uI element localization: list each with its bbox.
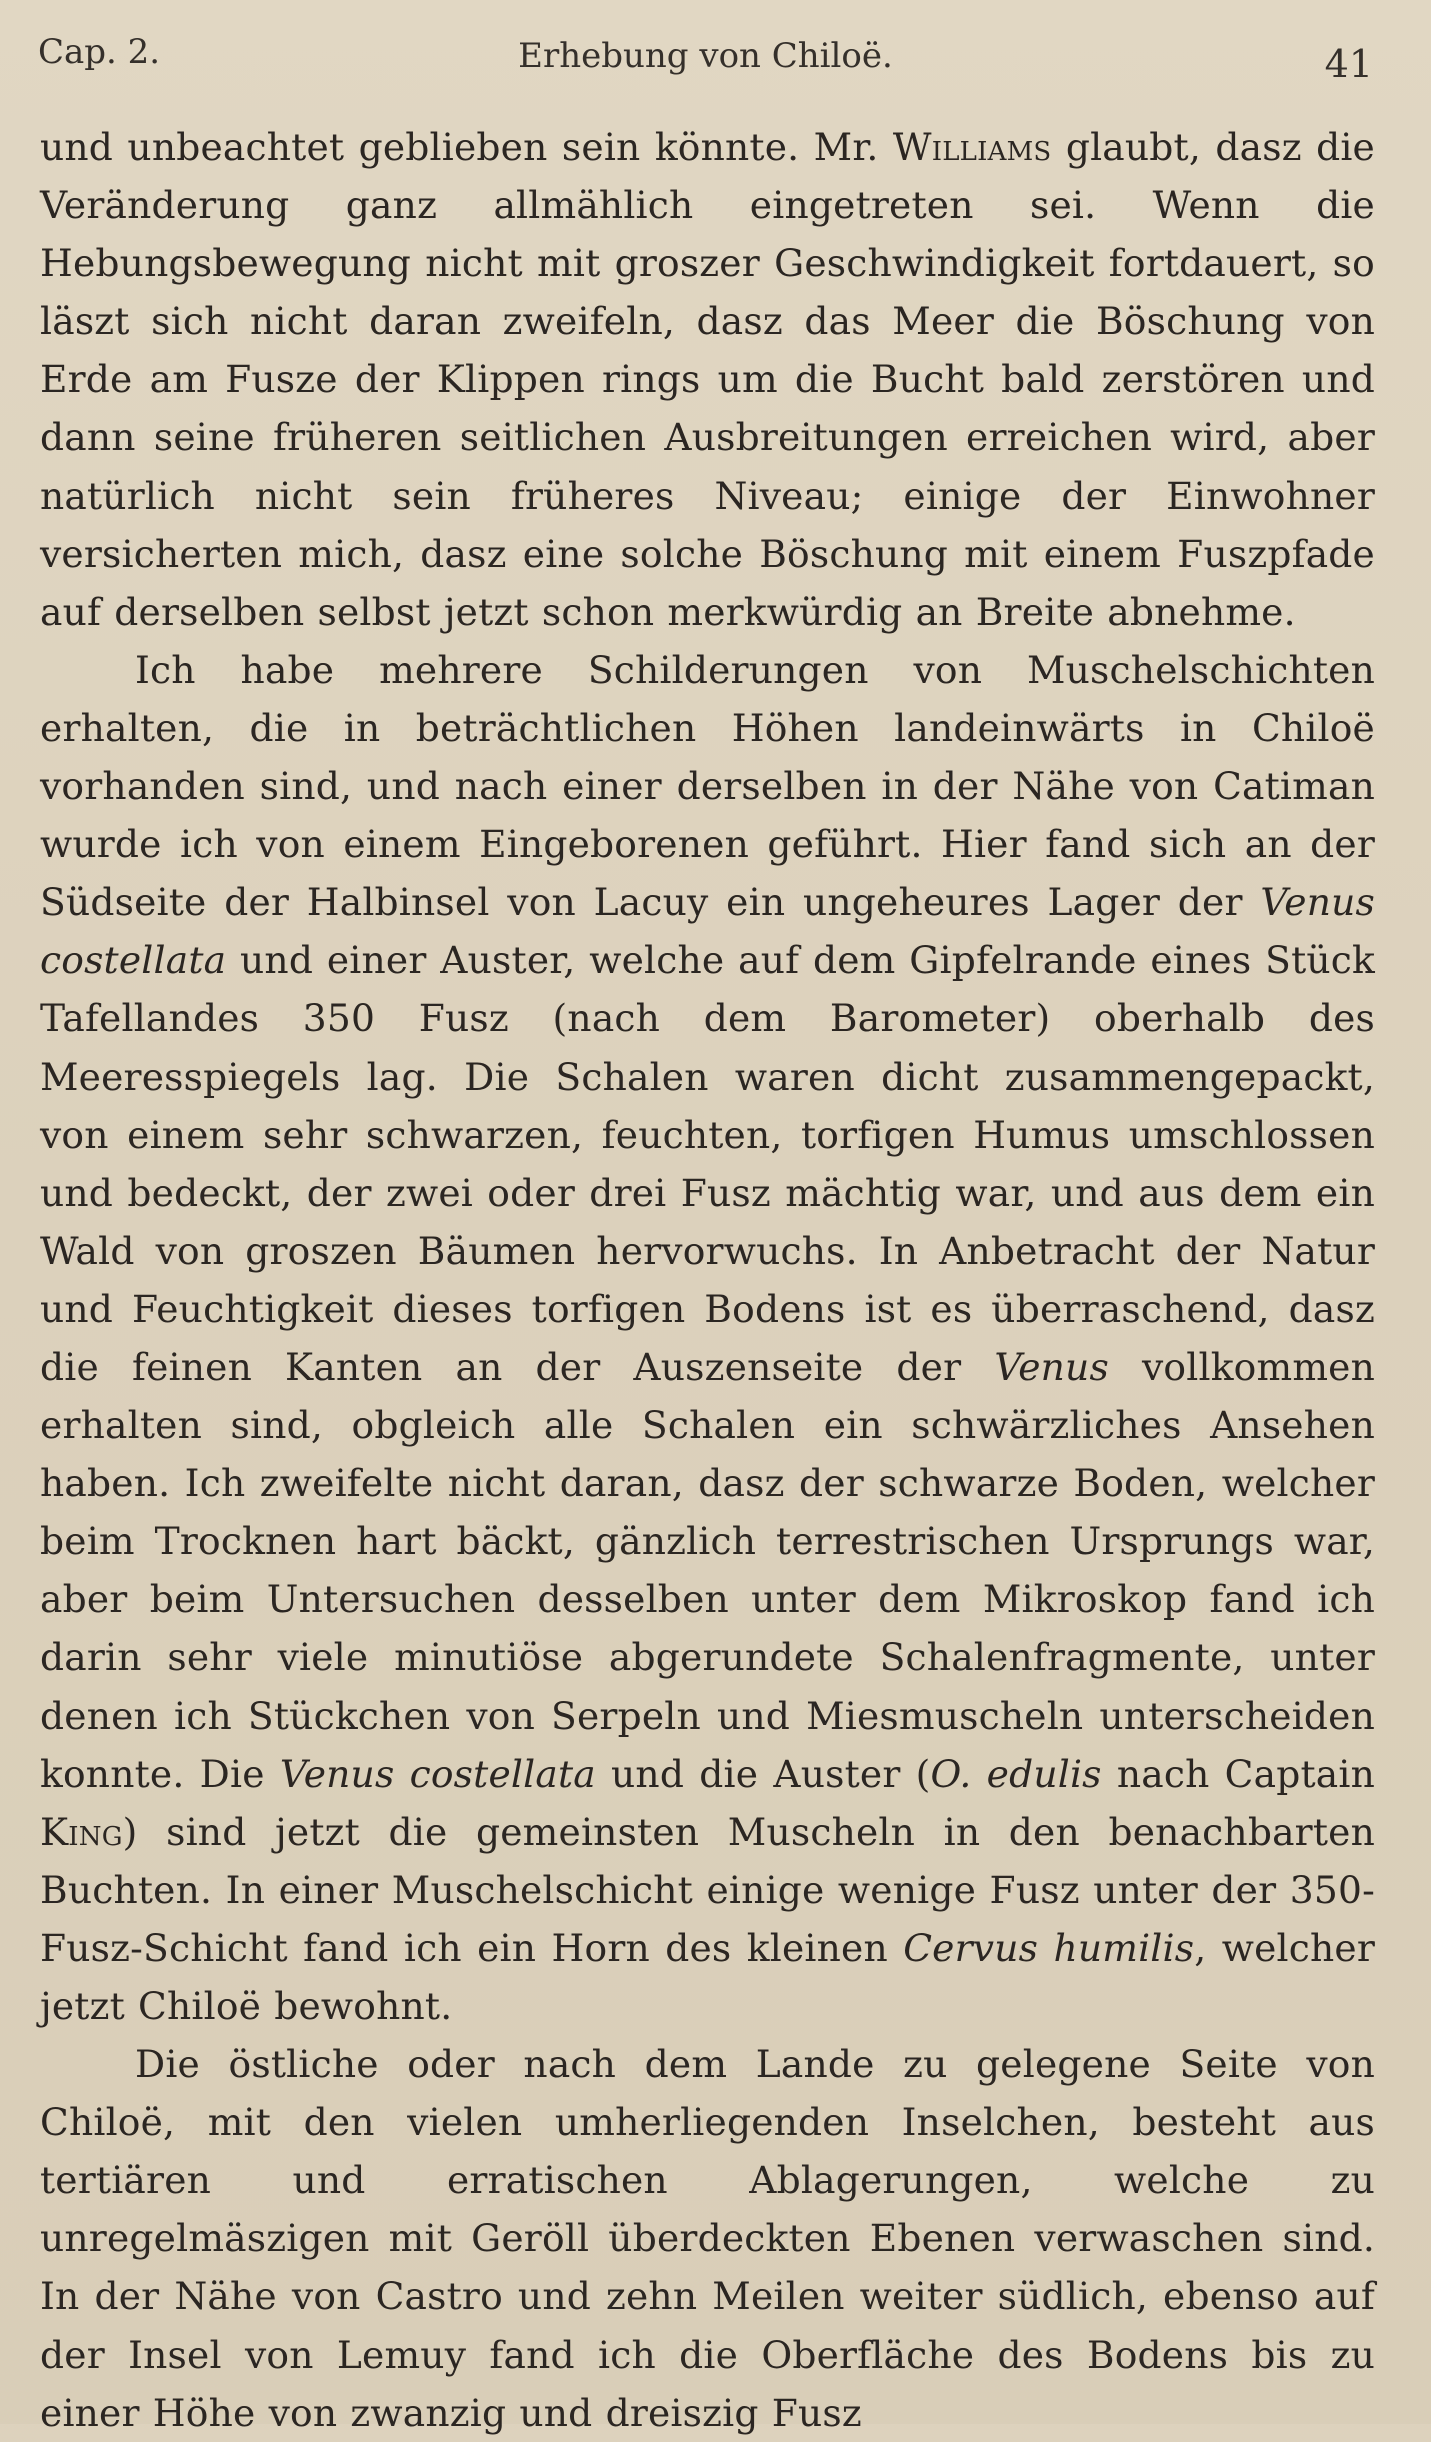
- text-run: ) sind jetzt die gemeinsten Muscheln in den benachbarten Buchten. In einer Muschelschicht einige wenige Fusz unter der 350-Fusz-Schicht fand ich ein Horn des kleinen: [40, 1809, 1375, 1970]
- text-run: vollkommen erhalten sind, obgleich alle Schalen ein schwärzliches Ansehen haben. Ich zweifelte nicht daran, dasz der schwarze Boden, welcher beim Trocknen hart bäckt, gänzlich terrestrischen Ursprungs war, aber beim Untersuchen desselben unter dem Mikroskop fand ich darin sehr viele minutiöse abgerundete Schalenfragmente, unter denen ich Stückchen von Serpeln und Miesmuscheln unterscheiden konnte. Die: [40, 1344, 1375, 1796]
- body-text: [40, 118, 1375, 2442]
- author-name-williams: Williams: [892, 125, 1052, 169]
- paragraph-2: [40, 641, 1375, 2035]
- text-run: Die östliche oder nach dem Lande zu gelegene Seite von Chiloë, mit den vielen umherliegenden Inselchen, besteht aus tertiären und erratischen Ablagerungen, welche zu unregelmäszigen mit Geröll überdeckten Ebenen verwaschen sind. In der Nähe von Castro und zehn Meilen weiter südlich, ebenso auf der Insel von Lemuy fand ich die Oberfläche des Bodens bis zu einer Höhe von zwanzig und dreiszig Fusz: [40, 2042, 1375, 2435]
- text-run: nach Captain: [1101, 1751, 1375, 1796]
- text-run: glaubt, dasz die Veränderung ganz allmählich eingetreten sei. Wenn die Hebungsbewegung nicht mit groszer Geschwindigkeit fortdauert, so läszt sich nicht daran zweifeln, dasz das Meer die Böschung von Erde am Fusze der Klippen rings um die Bucht bald zerstören und dann seine früheren seitlichen Ausbreitungen erreichen wird, aber natürlich nicht sein früheres Niveau; einige der Einwohner versicherten mich, dasz eine solche Böschung mit einem Fuszpfade auf derselben selbst jetzt schon merkwürdig an Breite abnehme.: [40, 125, 1375, 634]
- paragraph-1: [40, 118, 1375, 641]
- species-name: Venus: [994, 1344, 1109, 1389]
- text-run: und einer Auster, welche auf dem Gipfelrande eines Stück Tafellandes 350 Fusz (nach dem Barometer) oberhalb des Meeresspiegels lag. Die Schalen waren dicht zusammengepackt, von einem sehr schwarzen, feuchten, torfigen Humus umschlossen und bedeckt, der zwei oder drei Fusz mächtig war, und aus dem ein Wald von groszen Bäumen hervorwuchs. In Anbetracht der Natur und Feuchtigkeit dieses torfigen Bodens ist es überraschend, dasz die feinen Kanten an der Auszenseite der: [40, 938, 1375, 1389]
- species-name: O. edulis: [930, 1751, 1102, 1796]
- running-header: [38, 28, 1373, 88]
- running-title: Erhebung von Chiloë.: [518, 36, 893, 76]
- paragraph-3: [40, 2035, 1375, 2442]
- page-number: 41: [1324, 42, 1373, 86]
- text-run: und die Auster (: [595, 1751, 931, 1796]
- species-name: Venus costellata: [279, 1751, 596, 1796]
- text-run: , welcher jetzt Chiloë bewohnt.: [40, 1925, 1376, 2028]
- species-name: Cervus humilis: [903, 1925, 1195, 1970]
- species-name: Venus costellata: [40, 880, 1375, 983]
- text-run: und unbeachtet geblieben sein könnte. Mr.: [40, 125, 893, 169]
- text-run: Ich habe mehrere Schilderungen von Muschelschichten erhalten, die in beträchtlichen Höhen landeinwärts in Chiloë vorhanden sind, und nach einer derselben in der Nähe von Catiman wurde ich von einem Eingeborenen geführt. Hier fand sich an der Südseite der Halbinsel von Lacuy ein ungeheures Lager der: [40, 647, 1375, 925]
- author-name-king: King: [40, 1809, 123, 1854]
- chapter-label: Cap. 2.: [38, 32, 161, 72]
